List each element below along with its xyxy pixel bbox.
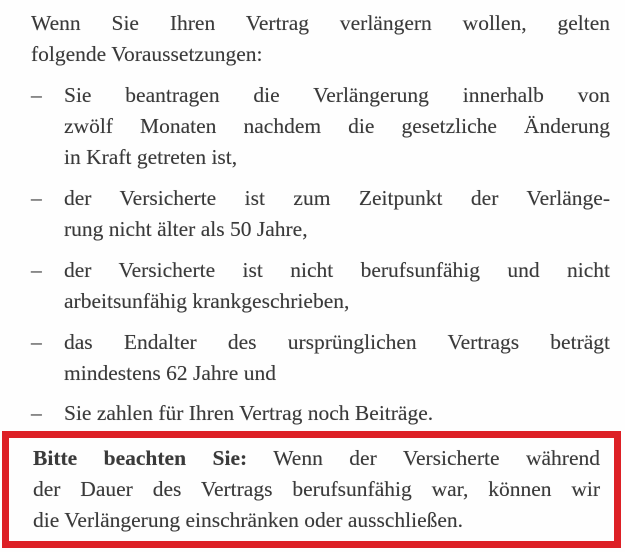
text-line: in Kraft getreten ist, [64, 145, 238, 169]
bullet-item [31, 183, 610, 245]
bullet-text [64, 183, 610, 245]
bullet-item [31, 398, 610, 429]
intro-paragraph [31, 8, 610, 70]
text-line: der Versicherte ist zum Zeitpunkt der Verlänge- [64, 186, 610, 210]
text-line: zwölf Monaten nachdem die gesetzliche Änderung [64, 114, 610, 138]
dash-bullet-marker: – [31, 186, 42, 210]
bullet-text [64, 327, 610, 389]
bullet-item [31, 255, 610, 317]
bullet-list [31, 80, 610, 429]
text-line: Sie beantragen die Verlängerung innerhalb von [64, 83, 610, 107]
dash-bullet-marker: – [31, 258, 42, 282]
bullet-text [64, 255, 610, 317]
text-line: folgende Voraussetzungen: [31, 42, 263, 66]
dash-bullet-marker: – [31, 83, 42, 107]
text-line: Sie zahlen für Ihren Vertrag noch Beiträge. [64, 401, 434, 425]
text-line: arbeitsunfähig krankgeschrieben, [64, 289, 350, 313]
text-line: das Endalter des ursprünglichen Vertrags beträgt [64, 330, 610, 354]
text-line: der Versicherte ist nicht berufsunfähig und nicht [64, 258, 610, 282]
notice-bold-label: Bitte beachten Sie: [33, 446, 248, 470]
bullet-text [64, 398, 610, 429]
text-line: die Verlängerung einschränken oder ausschließen. [33, 508, 464, 532]
bullet-text [64, 80, 610, 173]
dash-bullet-marker: – [31, 330, 42, 354]
text-line: Wenn Sie Ihren Vertrag verlängern wollen, gelten [31, 11, 610, 35]
notice-first-line: Bitte beachten Sie: Wenn der Versicherte während [33, 446, 600, 470]
warning-notice-box [2, 431, 621, 548]
text-line: der Dauer des Vertrags berufsunfähig war, können wir [33, 477, 600, 501]
text-line: mindestens 62 Jahre und [64, 361, 276, 385]
text-line: rung nicht älter als 50 Jahre, [64, 217, 308, 241]
bullet-item [31, 327, 610, 389]
dash-bullet-marker: – [31, 401, 42, 425]
bullet-item [31, 80, 610, 173]
